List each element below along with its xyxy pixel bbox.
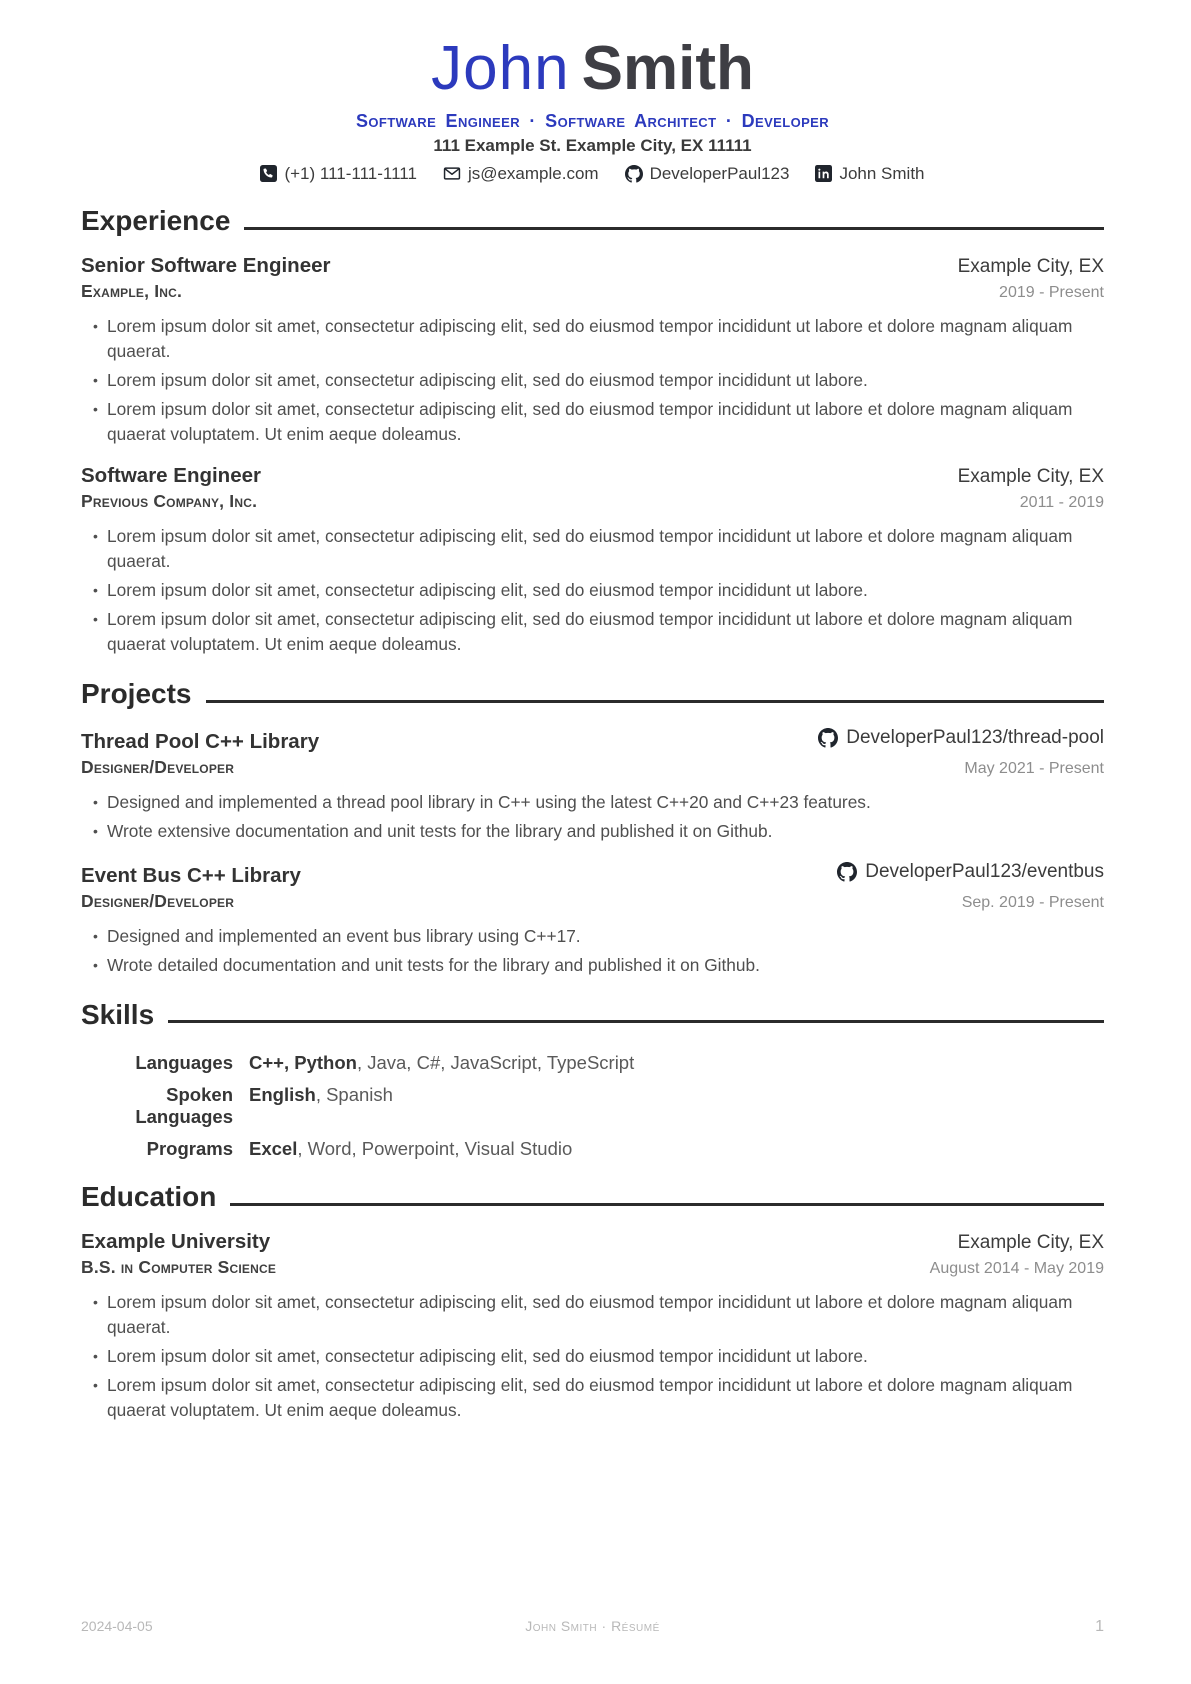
email-address: js@example.com [467,163,599,183]
bullet-list [81,790,1104,844]
project-dates: May 2021 - Present [964,759,1104,777]
github-icon [837,862,857,882]
project-role: Designer/Developer [81,890,235,911]
first-name: John [431,34,570,103]
bullet-item: • Lorem ipsum dolor sit amet, consectetur adipiscing elit, sed do eiusmod tempor incididunt ut labore. [107,578,1104,603]
section-rule [230,1203,1104,1206]
phone-number: (+1) 111-111-1111 [284,163,417,183]
bullet-item: • Lorem ipsum dolor sit amet, consectetur adipiscing elit, sed do eiusmod tempor incididunt ut labore et dolore magnam aliquam quaerat voluptatem. Ut enim aeque doleamus. [107,1373,1104,1423]
bullet-item: • Wrote detailed documentation and unit tests for the library and published it on Github. [107,953,1104,978]
section-title-skills: Skills [81,998,155,1030]
github-username: DeveloperPaul123 [649,163,790,183]
job-title: Senior Software Engineer [81,253,331,277]
job-dates: 2011 - 2019 [1019,493,1104,511]
degree-name: B.S. in Computer Science [81,1257,277,1278]
bullet-item: • Lorem ipsum dolor sit amet, consectetur adipiscing elit, sed do eiusmod tempor incididunt ut labore et dolore magnam aliquam quaerat voluptatem. Ut enim aeque doleamus. [107,607,1104,657]
education-entry [81,1230,1104,1423]
footer-date: 2024-04-05 [81,1618,153,1634]
project-dates: Sep. 2019 - Present [961,893,1104,911]
repo-link[interactable] [818,727,1104,749]
resume-header [81,36,1104,184]
skill-other-items: , Spanish [315,1084,393,1106]
skill-label: Languages [135,1052,233,1074]
skill-value [249,1138,1104,1160]
address-line: 111 Example St. Example City, EX 11111 [433,135,752,155]
skill-strong-items: Excel [249,1138,298,1160]
experience-entry [81,254,1104,447]
last-name: Smith [581,34,754,103]
project-title: Event Bus C++ Library [81,863,301,887]
phone-link[interactable] [260,164,416,184]
skill-value [249,1084,1104,1128]
repo-link[interactable] [837,861,1104,883]
education-section [81,1182,1104,1423]
bullet-item: • Lorem ipsum dolor sit amet, consectetur adipiscing elit, sed do eiusmod tempor incididunt ut labore et dolore magnam aliquam quaerat voluptatem. Ut enim aeque doleamus. [107,397,1104,447]
education-dates: August 2014 - May 2019 [929,1260,1104,1278]
phone-icon [260,165,277,182]
linkedin-name: John Smith [839,163,925,183]
bullet-item: • Lorem ipsum dolor sit amet, consectetur adipiscing elit, sed do eiusmod tempor incididunt ut labore et dolore magnam aliquam quaerat. [107,524,1104,574]
bullet-item: • Lorem ipsum dolor sit amet, consectetur adipiscing elit, sed do eiusmod tempor incididunt ut labore. [107,368,1104,393]
page-footer [81,1618,1104,1636]
repo-name: DeveloperPaul123/thread-pool [846,726,1104,748]
skill-strong-items: English [249,1084,316,1106]
section-title-projects: Projects [81,677,192,709]
bullet-item: • Lorem ipsum dolor sit amet, consectetur adipiscing elit, sed do eiusmod tempor incididunt ut labore et dolore magnam aliquam quaerat. [107,314,1104,364]
section-rule [206,700,1105,703]
experience-section [81,206,1104,657]
footer-title: John Smith · Résumé [525,1618,660,1634]
bullet-list [81,314,1104,447]
project-role: Designer/Developer [81,756,235,777]
job-location: Example City, EX [957,255,1104,277]
skills-table [81,1052,1104,1160]
job-title: Software Engineer [81,463,261,487]
email-icon [443,165,461,182]
section-rule [168,1020,1104,1023]
bullet-list [81,924,1104,978]
linkedin-icon [815,165,832,182]
project-title: Thread Pool C++ Library [81,729,320,753]
full-name [81,36,1104,103]
company-name: Previous Company, Inc. [81,490,258,511]
section-rule [244,227,1104,230]
school-location: Example City, EX [957,1232,1104,1254]
skill-other-items: , Java, C#, JavaScript, TypeScript [356,1052,635,1074]
section-title-education: Education [81,1181,217,1213]
job-dates: 2019 - Present [999,283,1104,301]
github-profile-link[interactable] [625,164,790,184]
company-name: Example, Inc. [81,280,183,301]
bullet-item: • Designed and implemented a thread pool library in C++ using the latest C++20 and C++23 features. [107,790,1104,815]
skill-label: Spoken Languages [135,1084,233,1128]
experience-entry [81,464,1104,657]
skill-label: Programs [146,1138,233,1160]
github-icon [625,165,643,183]
school-name: Example University [81,1230,271,1254]
bullet-item: • Lorem ipsum dolor sit amet, consectetur adipiscing elit, sed do eiusmod tempor incididunt ut labore et dolore magnam aliquam quaerat. [107,1290,1104,1340]
github-icon [818,728,838,748]
skill-value [249,1052,1104,1074]
email-link[interactable] [443,164,599,184]
repo-name: DeveloperPaul123/eventbus [865,860,1104,882]
bullet-list [81,1290,1104,1423]
linkedin-profile-link[interactable] [815,164,924,184]
page-number: 1 [1095,1618,1104,1635]
bullet-item: • Designed and implemented an event bus library using C++17. [107,924,1104,949]
project-entry [81,727,1104,844]
job-location: Example City, EX [957,465,1104,487]
contact-row [81,164,1104,184]
skill-other-items: , Word, Powerpoint, Visual Studio [297,1138,573,1160]
projects-section [81,679,1104,978]
bullet-list [81,524,1104,657]
bullet-item: • Wrote extensive documentation and unit tests for the library and published it on Github. [107,819,1104,844]
project-entry [81,861,1104,978]
job-titles: Software Engineer · Software Architect · Developer [355,110,830,131]
bullet-item: • Lorem ipsum dolor sit amet, consectetur adipiscing elit, sed do eiusmod tempor incididunt ut labore. [107,1344,1104,1369]
skills-section [81,1000,1104,1161]
skill-strong-items: C++, Python [249,1052,357,1074]
section-title-experience: Experience [81,204,231,236]
